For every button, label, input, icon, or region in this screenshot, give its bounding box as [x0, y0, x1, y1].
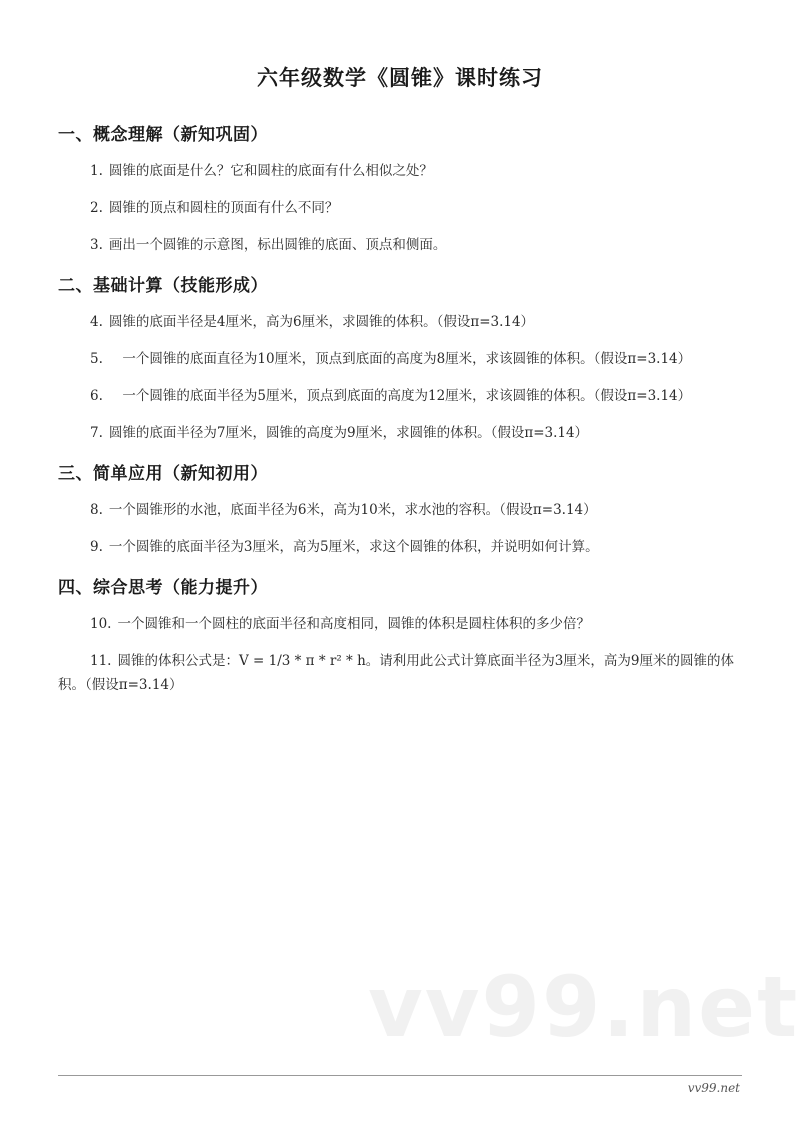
question-number: 8.	[90, 502, 103, 518]
question-text: 圆锥的底面是什么？它和圆柱的底面有什么相似之处？	[108, 163, 433, 179]
question-text: 一个圆锥形的水池，底面半径为6米，高为10米，求水池的容积。（假设π=3.14）	[108, 502, 597, 518]
question-item	[58, 159, 748, 183]
question-text: 一个圆锥的底面半径为5厘米，顶点到底面的高度为12厘米，求该圆锥的体积。（假设π=3.14）	[108, 388, 692, 404]
section-heading: 二、基础计算（技能形成）	[58, 276, 268, 296]
question-number: 2.	[90, 200, 103, 216]
question-text: 圆锥的底面半径为7厘米，圆锥的高度为9厘米，求圆锥的体积。（假设π=3.14）	[108, 425, 589, 441]
section-heading: 四、综合思考（能力提升）	[58, 578, 268, 598]
question-number: 10.	[90, 616, 112, 632]
section-heading: 一、概念理解（新知巩固）	[58, 125, 268, 145]
question-number: 4.	[90, 314, 103, 330]
section-comprehensive-thinking	[58, 573, 748, 697]
question-text: 圆锥的顶点和圆柱的顶面有什么不同？	[108, 200, 339, 216]
watermark-logo: vv99.net	[368, 958, 800, 1056]
question-item	[58, 347, 748, 371]
question-item	[58, 384, 748, 408]
question-text: 圆锥的底面半径是4厘米，高为6厘米，求圆锥的体积。（假设π=3.14）	[108, 314, 535, 330]
question-item	[58, 612, 748, 636]
question-number: 5.	[90, 351, 103, 367]
section-simple-application	[58, 459, 748, 559]
question-number: 11.	[90, 653, 112, 669]
question-text: 圆锥的体积公式是：V = 1/3 * π * r² * h。请利用此公式计算底面半径为3厘米，高为9厘米的圆锥的体积。（假设π=3.14）	[58, 653, 734, 693]
question-item	[58, 310, 748, 334]
question-item	[58, 421, 748, 445]
worksheet-content	[58, 120, 748, 711]
question-number: 9.	[90, 539, 103, 555]
question-number: 7.	[90, 425, 103, 441]
question-item	[58, 649, 748, 697]
section-basic-calculation	[58, 271, 748, 445]
question-item	[58, 535, 748, 559]
section-heading: 三、简单应用（新知初用）	[58, 464, 268, 484]
question-text: 一个圆锥的底面直径为10厘米，顶点到底面的高度为8厘米，求该圆锥的体积。（假设π=3.14）	[108, 351, 692, 367]
footer-site-label: vv99.net	[687, 1081, 740, 1095]
page-title: 六年级数学《圆锥》课时练习	[257, 66, 543, 90]
question-text: 一个圆锥的底面半径为3厘米，高为5厘米，求这个圆锥的体积，并说明如何计算。	[108, 539, 599, 555]
question-item	[58, 233, 748, 257]
question-number: 3.	[90, 237, 103, 253]
section-concepts	[58, 120, 748, 257]
question-item	[58, 196, 748, 220]
footer-divider	[58, 1075, 742, 1076]
question-number: 1.	[90, 163, 103, 179]
question-text: 一个圆锥和一个圆柱的底面半径和高度相同，圆锥的体积是圆柱体积的多少倍？	[117, 616, 590, 632]
question-item	[58, 498, 748, 522]
question-number: 6.	[90, 388, 103, 404]
question-text: 画出一个圆锥的示意图，标出圆锥的底面、顶点和侧面。	[108, 237, 447, 253]
